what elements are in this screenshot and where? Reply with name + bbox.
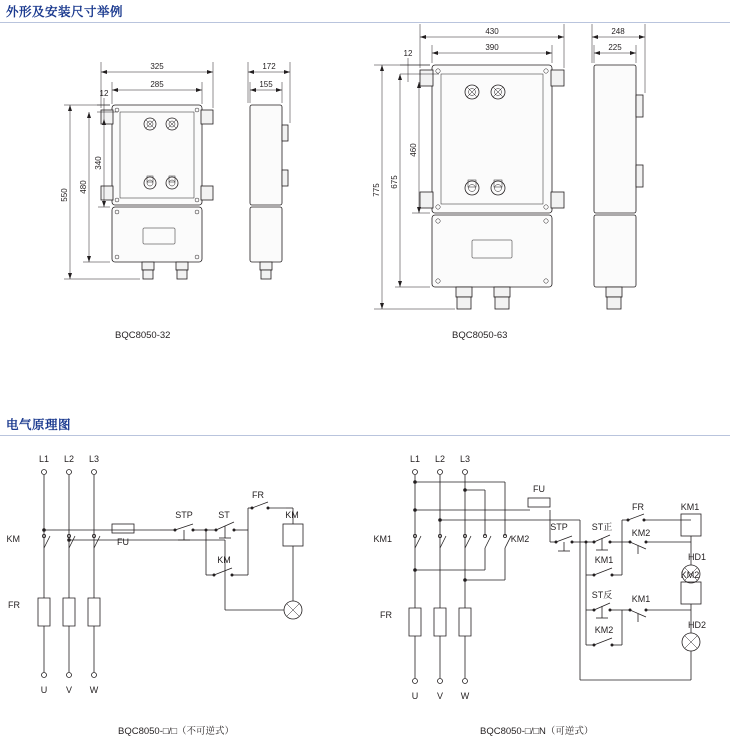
label-stp-right: STP [550,522,568,532]
dim-460: 460 [409,143,418,157]
label-w-right: W [460,691,470,701]
dim-12: 12 [99,89,109,98]
label-u-left: U [40,685,48,695]
label-l1-left: L1 [38,454,50,464]
label-hd1: HD1 [687,552,707,562]
dimensions-section-title: 外形及安装尺寸举例 [6,5,124,19]
bqc8050-63-side-view [592,24,645,309]
bqc8050-32-side-view [248,62,290,279]
label-km2-interlock: KM2 [631,528,651,538]
label-km-main-left: KM [6,534,20,544]
dim-12-63: 12 [403,49,413,58]
label-w-left: W [89,685,99,695]
label-km-coil-left: KM [285,510,299,520]
dim-340: 340 [94,156,103,170]
label-km1-holding: KM1 [594,555,614,565]
label-km1-main-right: KM1 [373,534,392,544]
label-km2-coil: KM2 [680,570,700,580]
label-l2-left: L2 [63,454,75,464]
indicator-lamp-hd2 [682,633,700,651]
caption-bqc8050-63: BQC8050-63 [452,330,508,341]
bqc8050-63-front-view [420,65,564,309]
label-km1-interlock: KM1 [631,594,651,604]
label-fu-left: FU [117,537,129,547]
label-l3-left: L3 [88,454,100,464]
label-st-reverse: ST反 [591,590,613,600]
label-l2-right: L2 [434,454,446,464]
dim-775: 775 [372,183,381,197]
label-v-right: V [436,691,444,701]
label-fr-main-right: FR [380,610,392,620]
label-fu-right: FU [533,484,545,494]
dim-225: 225 [608,43,622,52]
label-fr-main-left: FR [8,600,20,610]
dim-285: 285 [150,80,164,89]
label-st-left: ST [218,510,230,520]
indicator-lamp-left [225,600,302,619]
label-st-forward: ST正 [591,522,613,532]
dim-172: 172 [262,62,276,71]
dim-675: 675 [390,175,399,189]
caption-circuit-left: BQC8050-□/□（不可逆式） [118,726,234,737]
label-l3-right: L3 [459,454,471,464]
bqc8050-32-front-view [101,105,213,279]
label-u-right: U [411,691,419,701]
dim-480: 480 [79,180,88,194]
dim-325: 325 [150,62,164,71]
label-km2-main-right: KM2 [510,534,530,544]
label-fr-top-right: FR [632,502,644,512]
dim-430: 430 [485,27,499,36]
label-km1-coil: KM1 [680,502,700,512]
dim-155: 155 [259,80,273,89]
circuit-diagrams [0,450,730,740]
dim-390: 390 [485,43,499,52]
label-km-aux-left: KM [217,555,231,565]
circuit-right-diagram [373,454,706,701]
label-l1-right: L1 [409,454,421,464]
label-v-left: V [65,685,73,695]
circuit-left-diagram [7,454,304,695]
dim-248: 248 [611,27,625,36]
label-km2-holding: KM2 [594,625,614,635]
label-hd2: HD2 [687,620,707,630]
caption-circuit-right: BQC8050-□/□N（可逆式） [480,726,594,737]
label-stp-left: STP [175,510,193,520]
caption-bqc8050-32: BQC8050-32 [115,330,171,341]
circuit-section-title: 电气原理图 [6,418,72,432]
label-fr-top-left: FR [252,490,264,500]
circuit-title-underline [0,435,730,436]
dim-550: 550 [60,188,69,202]
